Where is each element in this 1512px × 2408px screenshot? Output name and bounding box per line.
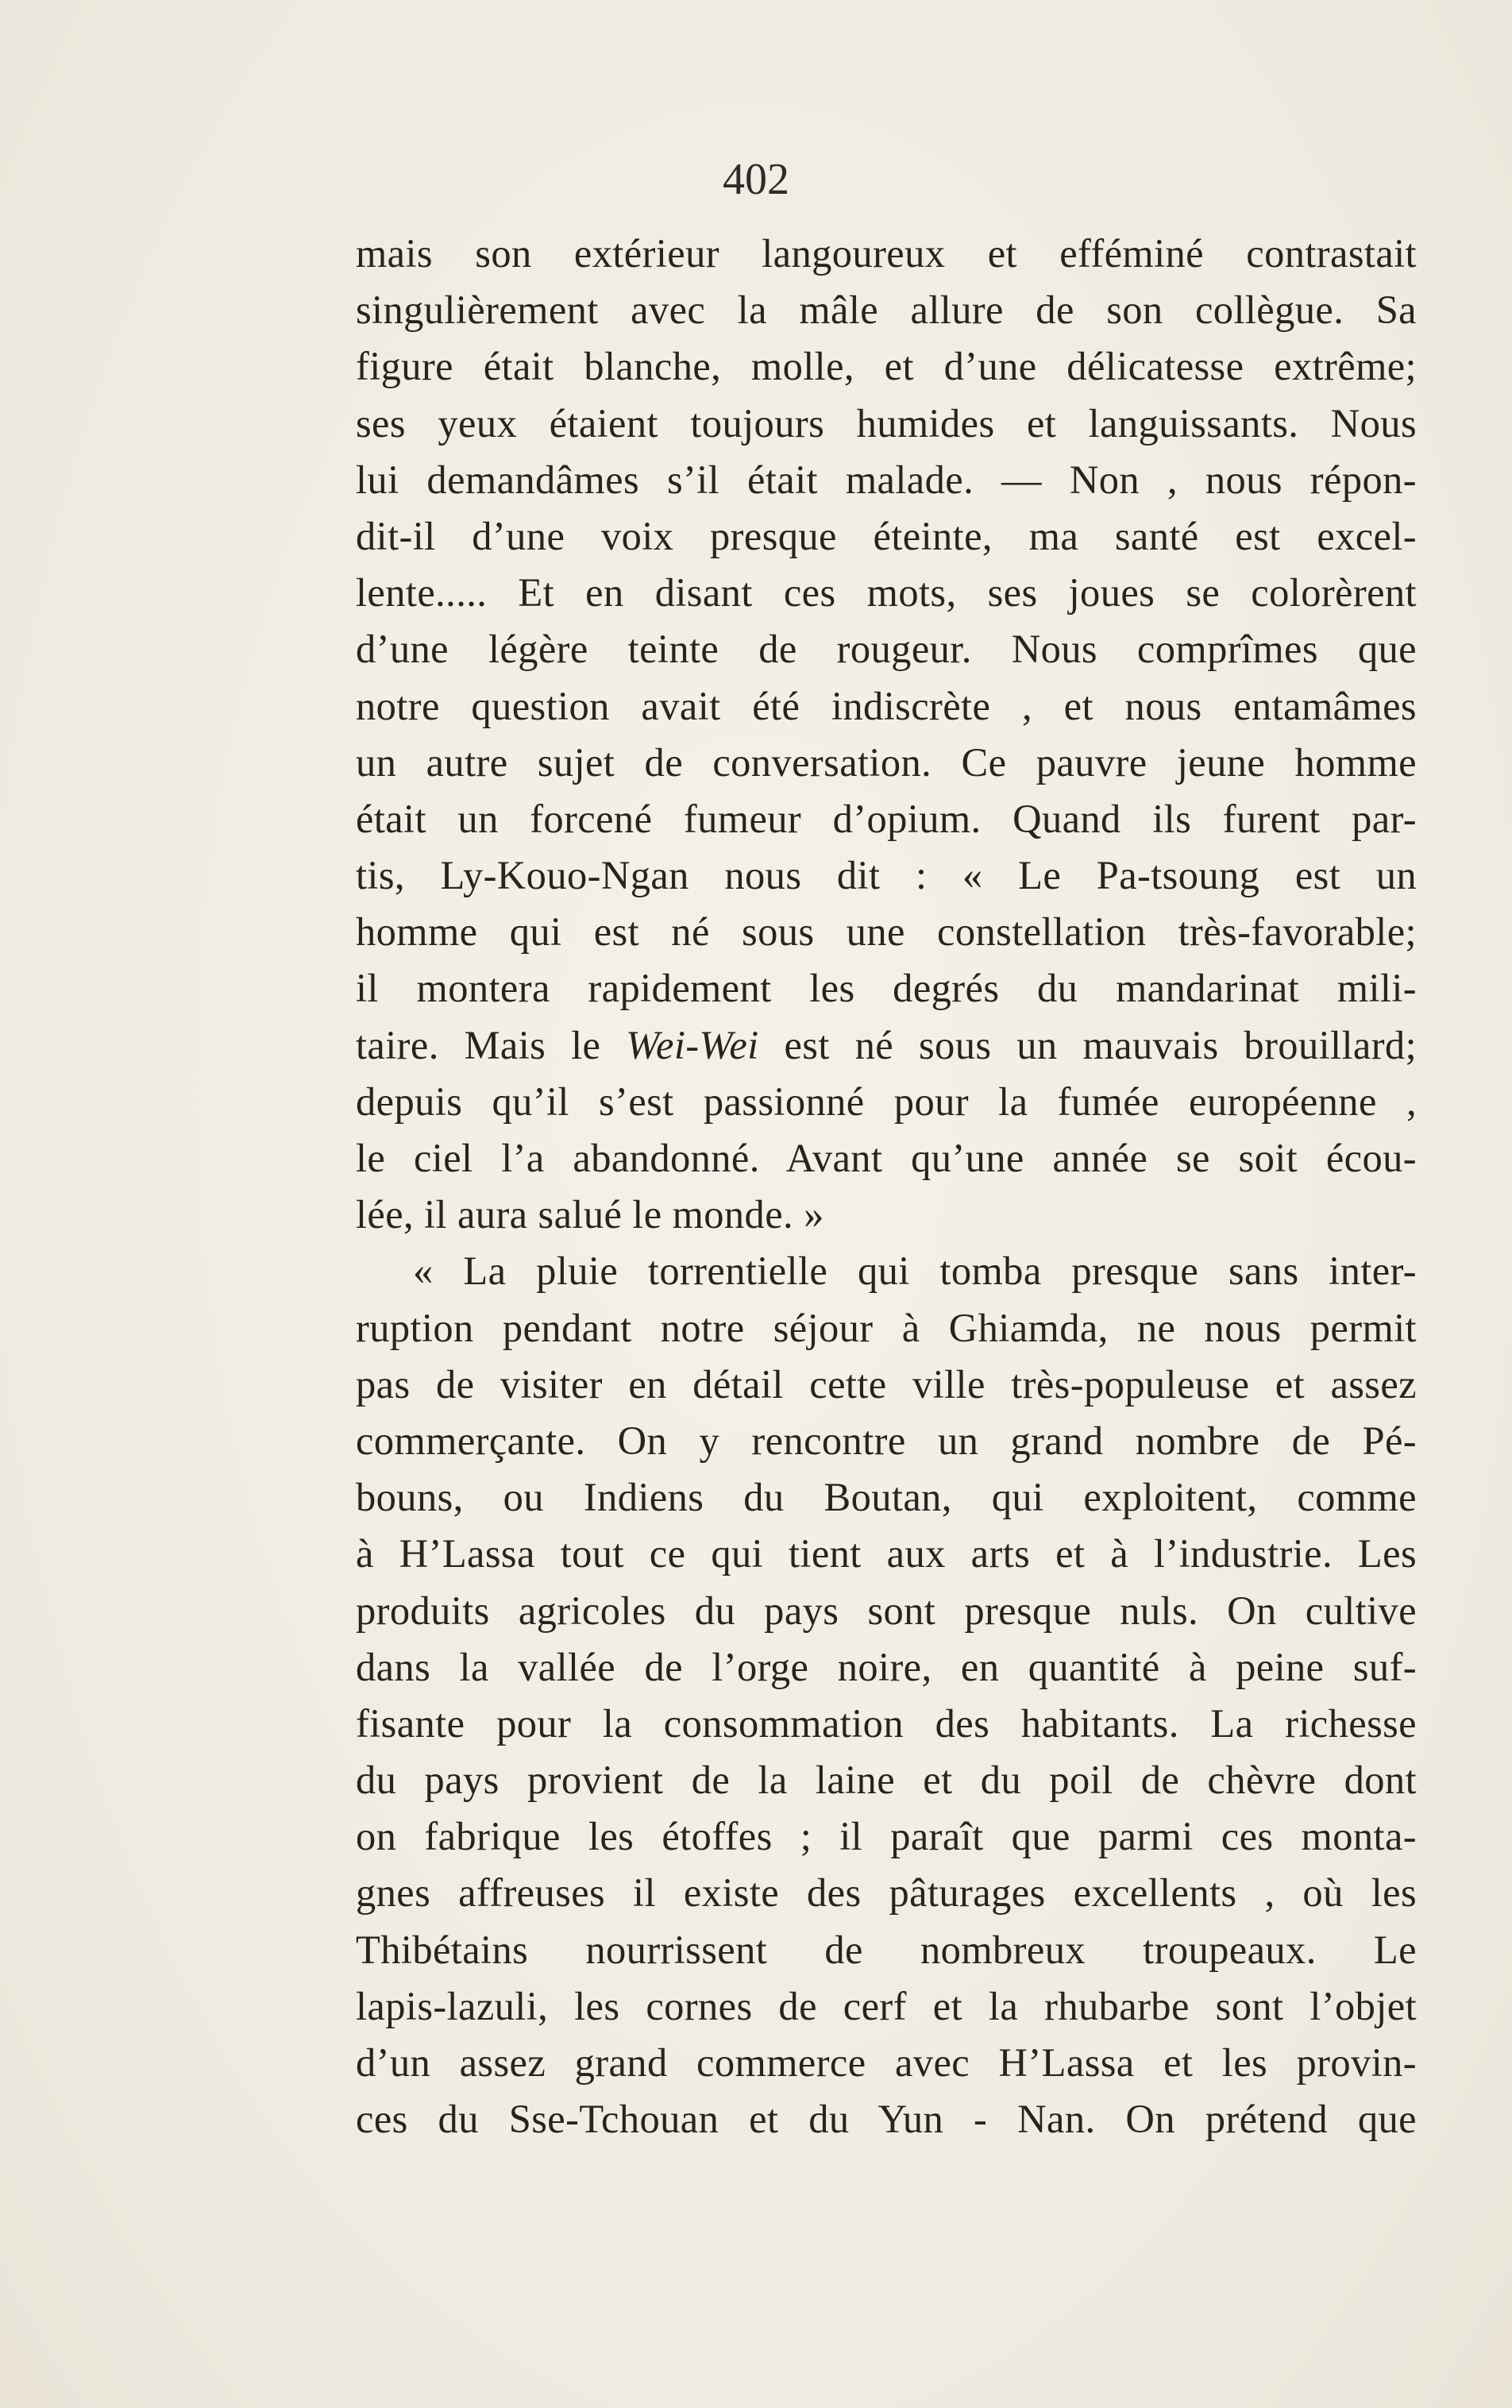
text-line: bouns, ou Indiens du Boutan, qui exploitent, comme xyxy=(356,1475,1417,1520)
text-line: à H’Lassa tout ce qui tient aux arts et à l’industrie. Les xyxy=(356,1531,1417,1576)
text-line: depuis qu’il s’est passionné pour la fumée européenne , xyxy=(356,1079,1417,1124)
text-line: mais son extérieur langoureux et efféminé contrastait xyxy=(356,231,1417,276)
text-line: dit-il d’une voix presque éteinte, ma santé est excel- xyxy=(356,513,1417,558)
text-line: un autre sujet de conversation. Ce pauvre jeune homme xyxy=(356,739,1417,785)
text-line: lapis-lazuli, les cornes de cerf et la rhubarbe sont l’objet xyxy=(356,1983,1417,2028)
text-line: d’un assez grand commerce avec H’Lassa et les provin- xyxy=(356,2040,1417,2085)
text-line: il montera rapidement les degrés du mandarinat mili- xyxy=(356,966,1417,1011)
text-line: singulièrement avec la mâle allure de son collègue. Sa xyxy=(356,287,1417,333)
text-line: le ciel l’a abandonné. Avant qu’une année se soit écou- xyxy=(356,1136,1417,1180)
text-line: ses yeux étaient toujours humides et languissants. Nous xyxy=(356,400,1417,446)
text-line: lente..... Et en disant ces mots, ses joues se colorèrent xyxy=(356,570,1417,616)
text-line: lui demandâmes s’il était malade. — Non , nous répon- xyxy=(356,457,1417,502)
page-number: 402 xyxy=(723,155,789,204)
text-line xyxy=(356,1017,1417,1074)
text-line: ruption pendant notre séjour à Ghiamda, ne nous permit xyxy=(356,1305,1417,1350)
text-line: pas de visiter en détail cette ville très-populeuse et assez xyxy=(356,1361,1417,1407)
text-line: ces du Sse-Tchouan et du Yun - Nan. On prétend que xyxy=(356,2097,1417,2142)
text-line: gnes affreuses il existe des pâturages excellents , où les xyxy=(356,1870,1417,1916)
text-segment: est né sous un mauvais brouillard; xyxy=(758,1022,1417,1067)
italic-name: Wei-Wei xyxy=(626,1022,759,1067)
text-line: « La pluie torrentielle qui tomba presque sans inter- xyxy=(413,1248,1417,1294)
text-line: Thibétains nourrissent de nombreux troupeaux. Le xyxy=(356,1927,1417,1972)
text-line: d’une légère teinte de rougeur. Nous comprîmes que xyxy=(356,627,1417,672)
text-line: était un forcené fumeur d’opium. Quand ils furent par- xyxy=(356,796,1417,841)
text-line: fisante pour la consommation des habitants. La richesse xyxy=(356,1700,1417,1746)
page-body-text xyxy=(356,226,1417,2148)
text-line: produits agricoles du pays sont presque nuls. On cultive xyxy=(356,1588,1417,1633)
text-line: lée, il aura salué le monde. » xyxy=(356,1192,824,1237)
text-line: figure était blanche, molle, et d’une délicatesse extrême; xyxy=(356,344,1417,389)
text-line: homme qui est né sous une constellation très-favorable; xyxy=(356,909,1417,955)
text-line: commerçante. On y rencontre un grand nombre de Pé- xyxy=(356,1418,1417,1463)
text-line: tis, Ly-Kouo-Ngan nous dit : « Le Pa-tsoung est un xyxy=(356,853,1417,898)
text-line: notre question avait été indiscrète , et nous entamâmes xyxy=(356,683,1417,728)
text-line: on fabrique les étoffes ; il paraît que parmi ces monta- xyxy=(356,1814,1417,1859)
text-segment: taire. Mais le xyxy=(356,1022,627,1067)
text-line: du pays provient de la laine et du poil de chèvre dont xyxy=(356,1758,1417,1803)
text-line: dans la vallée de l’orge noire, en quantité à peine suf- xyxy=(356,1644,1417,1689)
